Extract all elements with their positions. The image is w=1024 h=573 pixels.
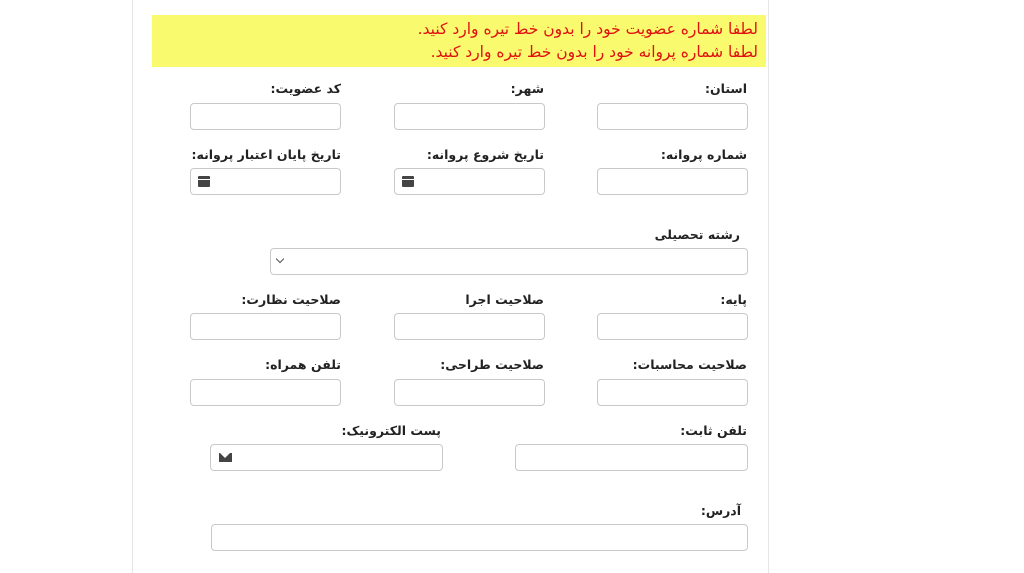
supervision-qualification-input[interactable]: [190, 313, 341, 340]
address-label: آدرس:: [700, 503, 741, 518]
email-input[interactable]: [210, 444, 443, 471]
email-label: پست الکترونیک:: [341, 423, 441, 438]
license-start-label: تاریخ شروع پروانه:: [426, 147, 544, 162]
license-end-label: تاریخ پایان اعتبار پروانه:: [191, 147, 341, 162]
address-input[interactable]: [211, 524, 748, 551]
grade-input[interactable]: [597, 313, 748, 340]
city-label: شهر:: [510, 81, 544, 96]
supervision-qualification-label: صلاحیت نظارت:: [241, 292, 341, 307]
grade-label: پایه:: [720, 292, 747, 307]
license-end-date-input[interactable]: [190, 168, 341, 195]
envelope-icon: [219, 453, 232, 462]
calculation-qualification-input[interactable]: [597, 379, 748, 406]
field-of-study-label: رشته تحصیلی: [654, 227, 740, 242]
calendar-icon[interactable]: [402, 176, 414, 187]
province-input[interactable]: [597, 103, 748, 130]
province-label: استان:: [704, 81, 747, 96]
member-code-label: کد عضویت:: [270, 81, 341, 96]
landline-phone-input[interactable]: [515, 444, 748, 471]
notice-line-1: لطفا شماره عضویت خود را بدون خط تیره وارد کنید.: [417, 20, 758, 38]
city-input[interactable]: [394, 103, 545, 130]
license-number-input[interactable]: [597, 168, 748, 195]
calendar-icon[interactable]: [198, 176, 210, 187]
design-qualification-label: صلاحیت طراحی:: [440, 357, 544, 372]
execution-qualification-input[interactable]: [394, 313, 545, 340]
execution-qualification-label: صلاحیت اجرا: [465, 292, 544, 307]
member-code-input[interactable]: [190, 103, 341, 130]
landline-phone-label: تلفن ثابت:: [680, 423, 747, 438]
chevron-down-icon[interactable]: [276, 255, 284, 263]
license-number-label: شماره پروانه:: [660, 147, 747, 162]
mobile-phone-input[interactable]: [190, 379, 341, 406]
notice-box: [152, 15, 766, 67]
mobile-phone-label: تلفن همراه:: [265, 357, 341, 372]
calculation-qualification-label: صلاحیت محاسبات:: [632, 357, 747, 372]
notice-line-2: لطفا شماره پروانه خود را بدون خط تیره وارد کنید.: [430, 43, 758, 61]
field-of-study-select[interactable]: [270, 248, 748, 275]
design-qualification-input[interactable]: [394, 379, 545, 406]
license-start-date-input[interactable]: [394, 168, 545, 195]
